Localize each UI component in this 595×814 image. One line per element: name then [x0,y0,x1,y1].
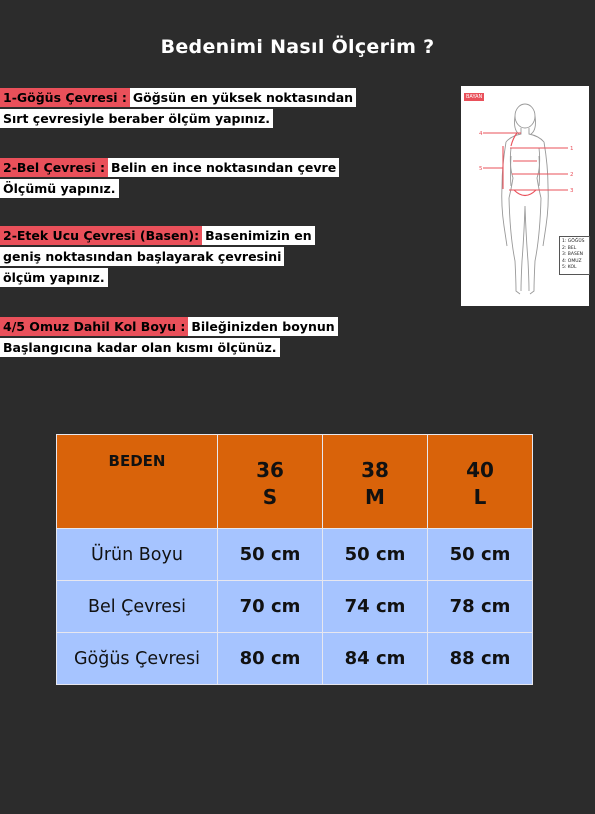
page-title: Bedenimi Nasıl Ölçerim ? [160,36,435,58]
marker-label: 4 [479,131,483,137]
instruction-text: Basenimizin en [202,226,315,245]
size-header-38 [323,435,428,529]
size-number: 38 [361,457,389,482]
table-cell: 88 cm [428,633,533,685]
figure-legend [559,236,590,275]
table-cell: 78 cm [428,581,533,633]
instruction-label: 4/5 Omuz Dahil Kol Boyu : [0,317,188,336]
instruction-text: Sırt çevresiyle beraber ölçüm yapınız. [0,109,273,128]
instruction-chest [0,86,370,128]
measurement-instructions [0,86,370,381]
body-measurement-figure [461,86,589,306]
size-number: 40 [466,457,494,482]
size-code: S [262,484,278,509]
marker-label: 2 [570,172,574,178]
size-chart-table [56,434,533,685]
instruction-label: 1-Göğüs Çevresi : [0,88,130,107]
table-cell: 70 cm [218,581,323,633]
legend-item: 4: OMUZ [562,258,582,264]
row-label: Bel Çevresi [57,581,218,633]
row-label: Ürün Boyu [57,529,218,581]
instruction-text: ölçüm yapınız. [0,268,108,287]
marker-label: 3 [570,188,574,194]
legend-item: 1: GÖĞÜS [562,239,585,244]
legend-item: 5: KOL [562,265,577,270]
table-cell: 50 cm [218,529,323,581]
size-header-40 [428,435,533,529]
instruction-text: Göğsün en yüksek noktasından [130,88,356,107]
size-header-36 [218,435,323,529]
instruction-sleeve [0,315,370,357]
size-code: L [473,484,487,509]
size-code: M [365,484,385,509]
legend-item: 2: BEL [562,245,577,251]
marker-label: 5 [479,166,483,172]
table-row [57,529,533,581]
table-row [57,581,533,633]
instruction-label: 2-Bel Çevresi : [0,158,108,177]
table-cell: 80 cm [218,633,323,685]
instruction-waist [0,156,370,198]
size-number: 36 [256,457,284,482]
figure-tag: BAYAN [466,94,483,100]
marker-label: 1 [570,146,574,152]
table-cell: 50 cm [428,529,533,581]
row-label: Göğüs Çevresi [57,633,218,685]
legend-item: 3: BASEN [562,252,584,257]
table-row [57,633,533,685]
table-cell: 84 cm [323,633,428,685]
instruction-hip [0,224,370,287]
instruction-text: Belin en ince noktasından çevre [108,158,339,177]
instruction-text: Başlangıcına kadar olan kısmı ölçünüz. [0,338,280,357]
table-cell: 74 cm [323,581,428,633]
table-header-row [57,435,533,529]
table-cell: 50 cm [323,529,428,581]
instruction-text: Ölçümü yapınız. [0,179,119,198]
instruction-text: geniş noktasından başlayarak çevresini [0,247,284,266]
beden-header: BEDEN [57,435,218,529]
instruction-label: 2-Etek Ucu Çevresi (Basen): [0,226,202,245]
instruction-text: Bileğinizden boynun [188,317,337,336]
